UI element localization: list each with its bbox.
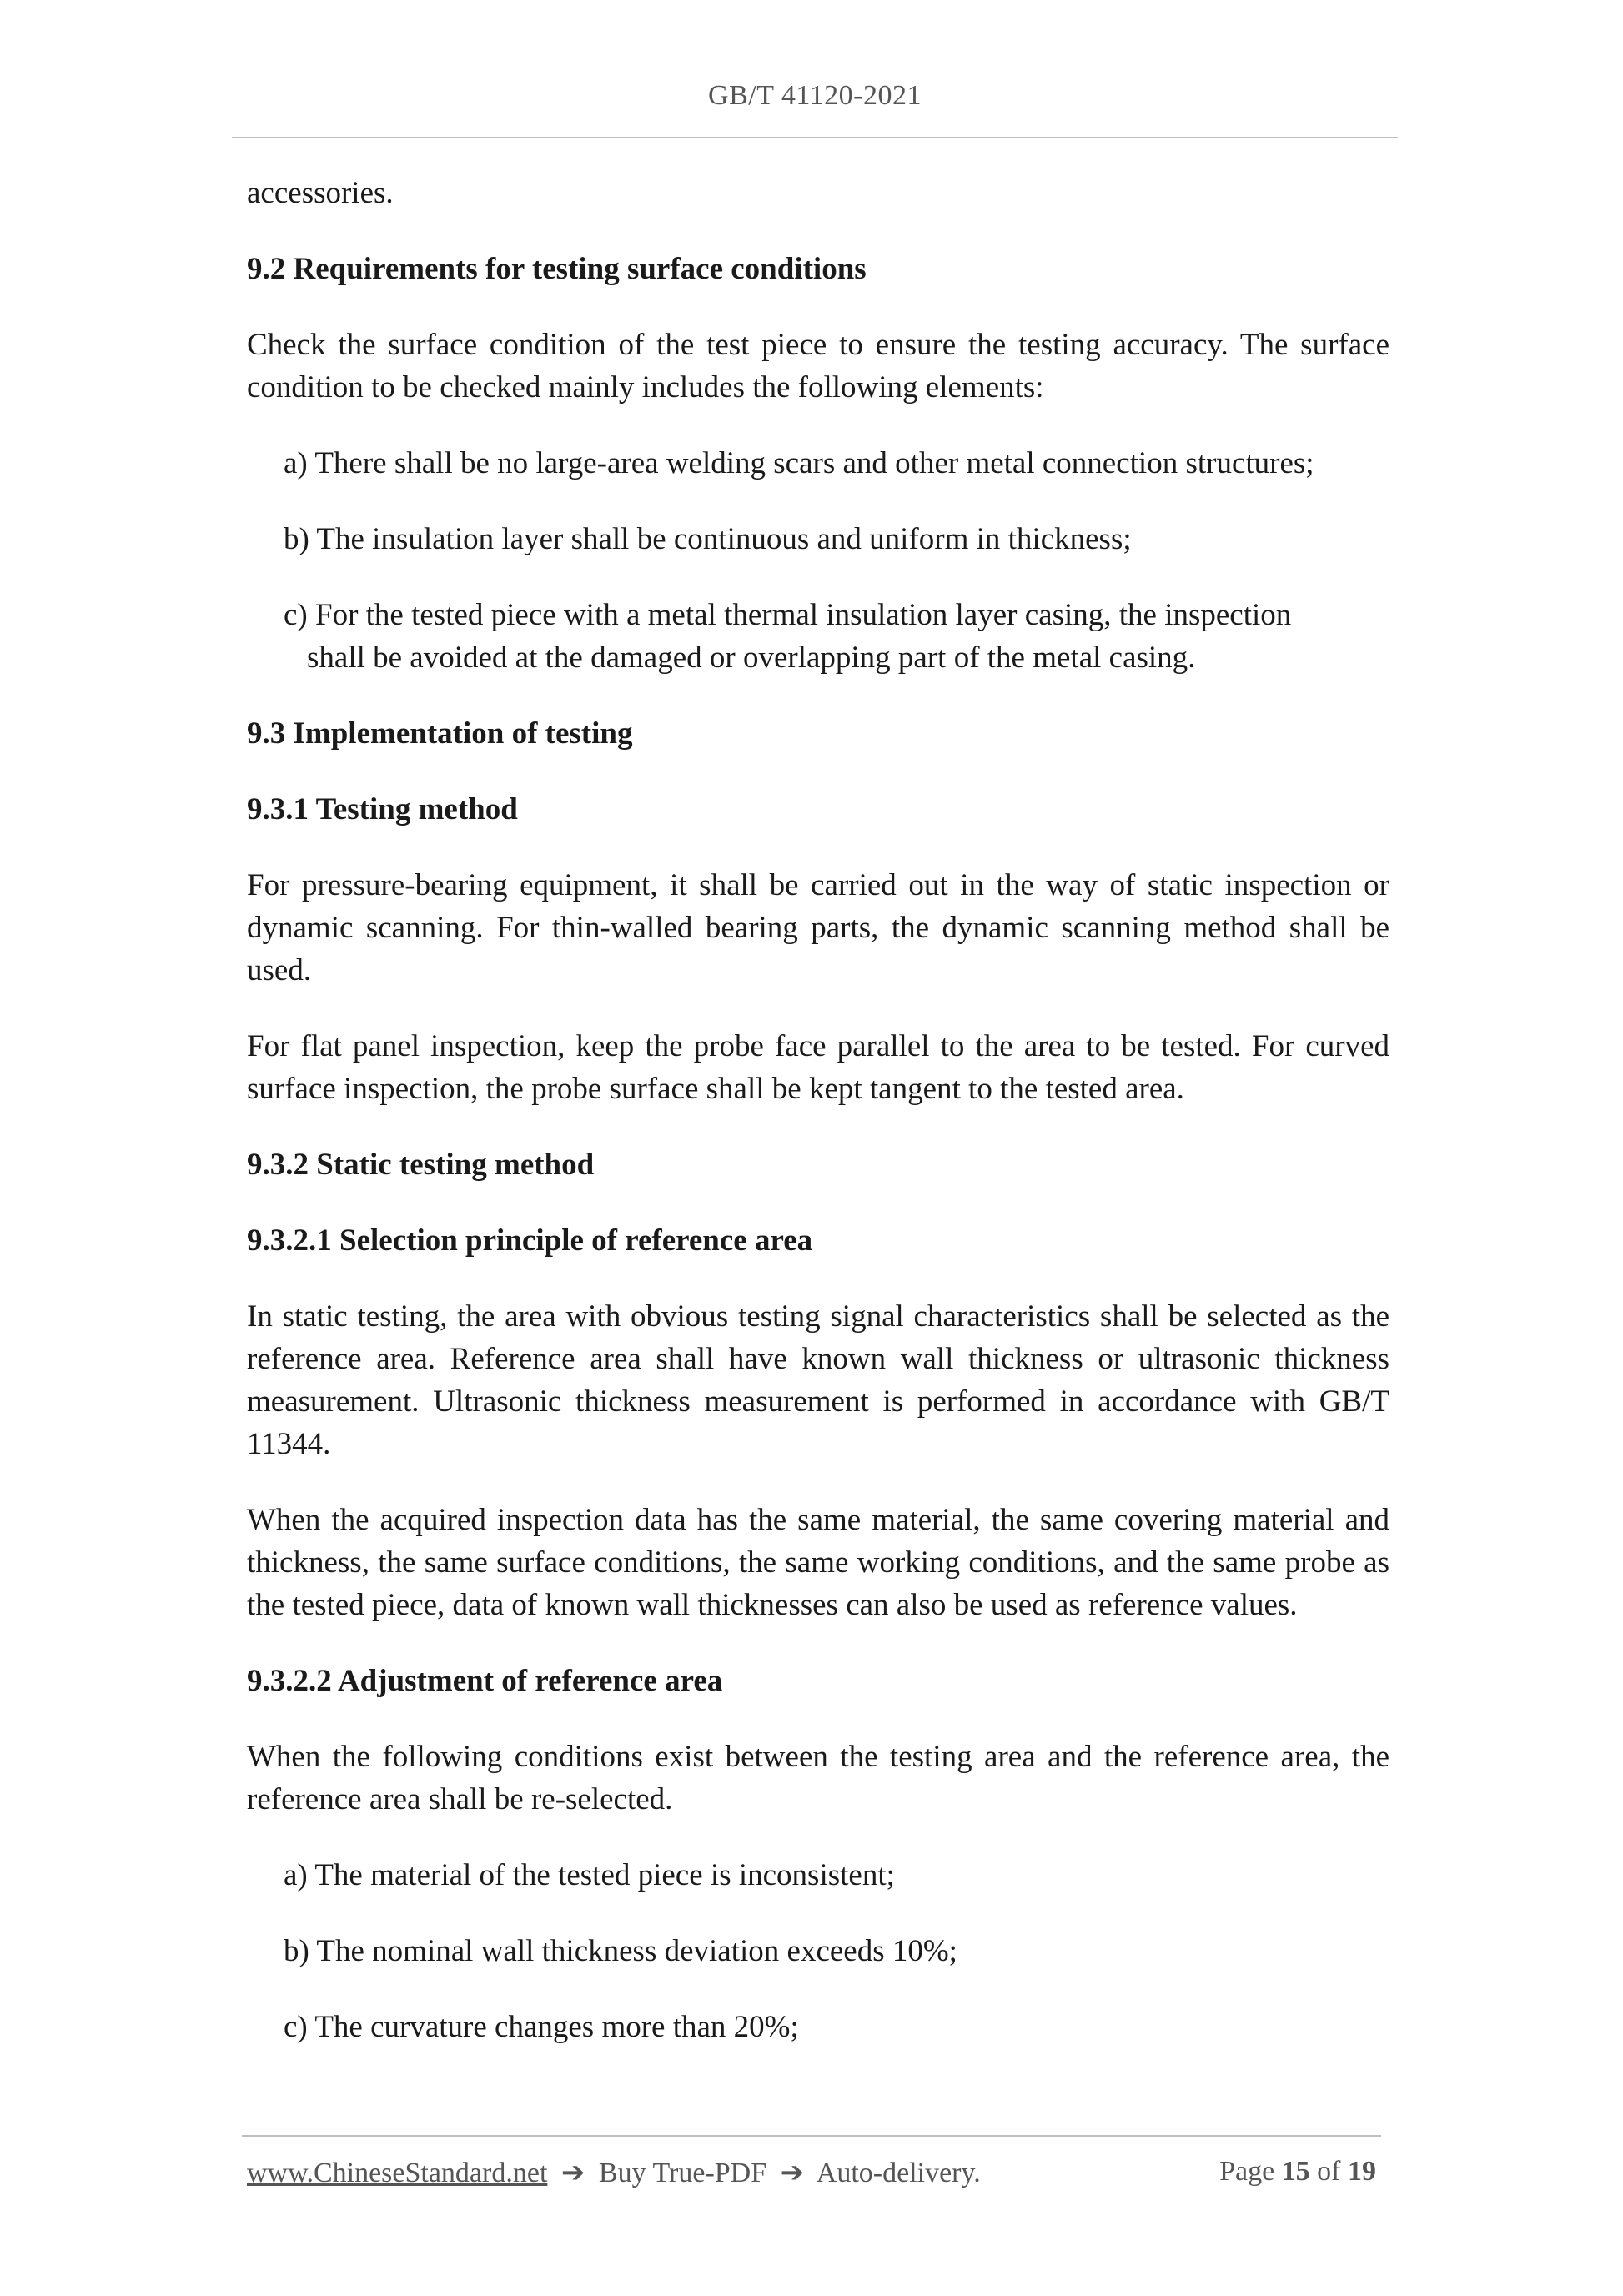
list2-item-c: c) The curvature changes more than 20%; [284, 2010, 799, 2044]
paragraph-continuation: accessories. [247, 176, 394, 210]
running-header: GB/T 41120-2021 [708, 80, 922, 111]
arrow-right-icon: ➔ [780, 2158, 805, 2188]
page-total: 19 [1348, 2156, 1376, 2187]
paragraph-9-3-1a: For pressure-bearing equipment, it shall be carried out in the way of static inspection or dynamic scanning. For thin-walled bearing parts, the dynamic scanning method shall be used. [247, 868, 1389, 987]
footer-divider [242, 2135, 1381, 2137]
arrow-right-icon: ➔ [560, 2158, 585, 2188]
list-item-c-first: c) For the tested piece with a metal thermal insulation layer casing, the inspection [284, 598, 1292, 632]
list2-item-b: b) The nominal wall thickness deviation exceeds 10%; [284, 1934, 957, 1968]
paragraph-9-3-2-1b: When the acquired inspection data has the same material, the same covering material and thickness, the same surface conditions, the same working conditions, and the same probe as the tested piece, data of known wall thicknesses can also be used as reference values. [247, 1503, 1389, 1622]
page-current: 15 [1281, 2156, 1310, 2187]
heading-9-3-2-2: 9.3.2.2 Adjustment of reference area [247, 1664, 723, 1698]
page-number [1219, 2156, 1376, 2189]
page-body [247, 172, 1389, 2082]
footer-left [247, 2156, 981, 2189]
list-item-b: b) The insulation layer shall be continuous and uniform in thickness; [284, 522, 1132, 556]
header-divider [232, 137, 1398, 138]
site-link[interactable]: www.ChineseStandard.net [247, 2158, 548, 2188]
heading-9-3-2: 9.3.2 Static testing method [247, 1148, 595, 1182]
list2-item-a: a) The material of the tested piece is inconsistent; [284, 1858, 895, 1892]
buy-text: Buy True-PDF [598, 2158, 767, 2188]
list-item-c-cont: shall be avoided at the damaged or overlapping part of the metal casing. [307, 641, 1196, 675]
paragraph-9-2: Check the surface condition of the test piece to ensure the testing accuracy. The surface condition to be checked mainly includes the following elements: [247, 328, 1389, 404]
list-item-a: a) There shall be no large-area welding scars and other metal connection structures; [284, 446, 1314, 480]
page-word: Page [1219, 2156, 1275, 2187]
heading-9-3-1: 9.3.1 Testing method [247, 792, 518, 826]
list-item-c [247, 594, 1389, 679]
heading-9-2: 9.2 Requirements for testing surface conditions [247, 252, 867, 286]
heading-9-3: 9.3 Implementation of testing [247, 716, 633, 751]
heading-9-3-2-1: 9.3.2.1 Selection principle of reference area [247, 1223, 813, 1258]
paragraph-9-3-2-1a: In static testing, the area with obvious testing signal characteristics shall be selected as the reference area. Reference area shall have known wall thickness or ultrasonic thickness measurement. Ultrasonic thickness measurement is performed in accordance with GB/T 11344. [247, 1299, 1389, 1461]
paragraph-9-3-2-2: When the following conditions exist between the testing area and the reference area, the reference area shall be re-selected. [247, 1740, 1389, 1816]
delivery-text: Auto-delivery. [816, 2158, 981, 2188]
of-word: of [1317, 2156, 1341, 2187]
paragraph-9-3-1b: For flat panel inspection, keep the probe face parallel to the area to be tested. For curved surface inspection, the probe surface shall be kept tangent to the tested area. [247, 1029, 1389, 1106]
page-footer [247, 2156, 1376, 2189]
